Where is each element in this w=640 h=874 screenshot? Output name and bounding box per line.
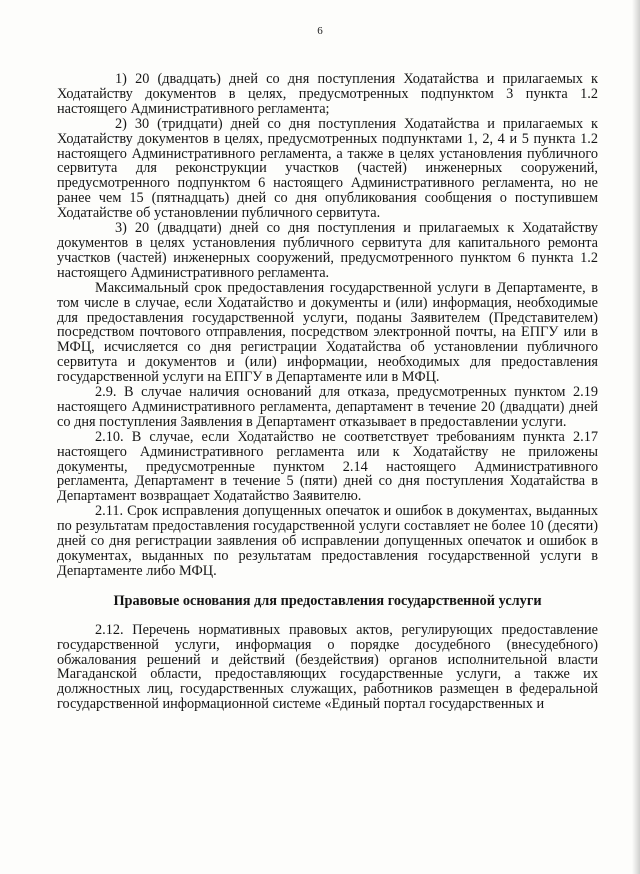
paragraph-item-2: 2) 30 (тридцати) дней со дня поступления Ходатайства и прилагаемых к Ходатайству документов в целях, предусмотренных подпунктами 1, 2, 4 и 5 пункта 1.2 настоящего Административного регламента, а также в целях установления публичного сервитута для реконструкции участков (частей) инженерных сооружений, предусмотренного подпунктом 6 настоящего Административного регламента, но не ранее чем 15 (пятнадцать) дней со дня опубликования сообщения о поступившем Ходатайстве об установлении публичного сервитута. [57,115,598,222]
paragraph-item-1: 1) 20 (двадцать) дней со дня поступления Ходатайства и прилагаемых к Ходатайству документов в целях, предусмотренных подпунктом 3 пункта 1.2 настоящего Административного регламента; [57,71,598,117]
paragraph-2-10: 2.10. В случае, если Ходатайство не соответствует требованиям пункта 2.17 настоящего Административного регламента или к Ходатайству не приложены документы, предусмотренные пунктом 2.14 настоящего Административного регламента, Департамент в течение 5 (пяти) дней со дня поступления Ходатайства в Департамент возвращает Ходатайство Заявителю. [57,428,598,505]
paragraph-2-12: 2.12. Перечень нормативных правовых актов, регулирующих предоставление государственной услуги, информация о порядке досудебного (внесудебного) обжалования решений и действий (бездействия) органов исполнительной власти Магаданской области, предоставляющих государственные услуги, а также их должностных лиц, государственных служащих, работников размещен в федеральной государственной информационной системе «Единый портал государственных и [57,621,598,713]
paragraph-2-9: 2.9. В случае наличия оснований для отказа, предусмотренных пунктом 2.19 настоящего Административного регламента, департамент в течение 20 (двадцати) дней со дня поступления Заявления в Департамент отказывает в предоставлении услуги. [57,384,598,430]
document-body [57,72,598,712]
scan-edge-shadow [632,0,640,874]
paragraph-item-3: 3) 20 (двадцати) дней со дня поступления и прилагаемых к Ходатайству документов в целях установления публичного сервитута для капитального ремонта участков (частей) инженерных сооружений, предусмотренного пунктом 6 пункта 1.2 настоящего Административного регламента. [57,220,598,281]
paragraph-2-11: 2.11. Срок исправления допущенных опечаток и ошибок в документах, выданных по результатам предоставления государственной услуги составляет не более 10 (десяти) дней со дня регистрации заявления об исправлении допущенных опечаток и ошибок в документах, выданных по результатам предоставления государственной услуги в Департаменте либо МФЦ. [57,503,598,579]
section-heading: Правовые основания для предоставления государственной услуги [113,592,542,609]
paragraph-max-term: Максимальный срок предоставления государственной услуги в Департаменте, в том числе в случае, если Ходатайство и документы и (или) информация, необходимые для предоставления государственной услуги, поданы Заявителем (Представителем) посредством почтового отправления, посредством электронной почты, на ЕПГУ или в МФЦ, исчисляется со дня регистрации Ходатайства об установлении публичного сервитута и документов и (или) информации, необходимых для предоставления государственной услуги на ЕПГУ в Департаменте или в МФЦ. [57,279,598,386]
page-number: 6 [317,25,323,37]
